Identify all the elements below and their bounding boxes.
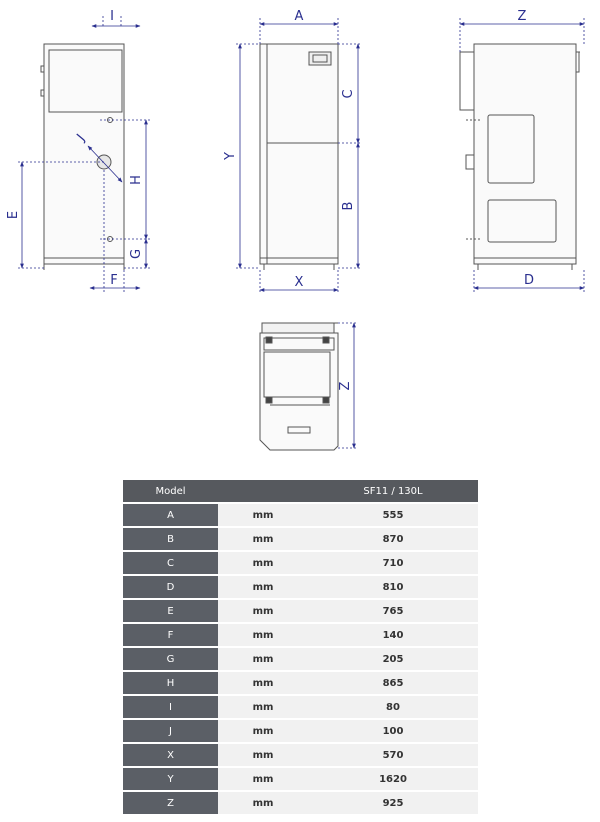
bottom-view: [260, 323, 338, 450]
row-unit: mm: [218, 720, 308, 742]
row-label: A: [123, 504, 218, 526]
dim-label-h: H: [129, 175, 144, 185]
dim-label-a: A: [294, 9, 304, 24]
row-unit: mm: [218, 672, 308, 694]
row-value: 555: [308, 504, 478, 526]
table-row: [123, 696, 478, 718]
table-row: [123, 648, 478, 670]
row-unit: mm: [218, 600, 308, 622]
row-unit: mm: [218, 792, 308, 814]
table-row: [123, 504, 478, 526]
spec-table-body: [123, 504, 478, 814]
row-label: B: [123, 528, 218, 550]
row-unit: mm: [218, 744, 308, 766]
row-label: X: [123, 744, 218, 766]
table-row: [123, 768, 478, 790]
row-unit: mm: [218, 552, 308, 574]
row-label: D: [123, 576, 218, 598]
dim-label-z-rear: Z: [517, 9, 527, 24]
table-row: [123, 552, 478, 574]
row-value: 765: [308, 600, 478, 622]
dim-label-c: C: [341, 89, 356, 99]
row-unit: mm: [218, 768, 308, 790]
row-unit: mm: [218, 624, 308, 646]
row-label: F: [123, 624, 218, 646]
dim-label-y: Y: [223, 152, 238, 160]
table-row: [123, 576, 478, 598]
row-value: 870: [308, 528, 478, 550]
row-label: Z: [123, 792, 218, 814]
row-value: 570: [308, 744, 478, 766]
dim-label-b: B: [341, 201, 356, 211]
table-row: [123, 720, 478, 742]
table-row: [123, 624, 478, 646]
row-unit: mm: [218, 576, 308, 598]
dim-label-d: D: [523, 273, 535, 288]
header-model-label: Model: [123, 480, 218, 502]
row-label: C: [123, 552, 218, 574]
row-value: 925: [308, 792, 478, 814]
table-row: [123, 672, 478, 694]
row-value: 1620: [308, 768, 478, 790]
row-unit: mm: [218, 528, 308, 550]
row-label: G: [123, 648, 218, 670]
dim-label-i: I: [110, 9, 114, 24]
connector-icon: [466, 155, 474, 169]
row-unit: mm: [218, 696, 308, 718]
row-unit: mm: [218, 648, 308, 670]
dim-label-j: J: [74, 131, 89, 145]
row-label: I: [123, 696, 218, 718]
dim-label-x: X: [294, 275, 304, 290]
row-value: 710: [308, 552, 478, 574]
dim-label-z-bottom: Z: [338, 381, 353, 391]
row-value: 810: [308, 576, 478, 598]
side-view: [41, 44, 124, 270]
table-row: [123, 528, 478, 550]
row-value: 205: [308, 648, 478, 670]
dim-label-e: E: [6, 210, 21, 220]
rear-view: [460, 44, 580, 270]
table-row: [123, 744, 478, 766]
dim-label-g: G: [129, 248, 144, 260]
header-unit-blank: [218, 480, 308, 502]
row-value: 80: [308, 696, 478, 718]
row-label: J: [123, 720, 218, 742]
row-label: Y: [123, 768, 218, 790]
row-label: H: [123, 672, 218, 694]
table-row: [123, 792, 478, 814]
dim-label-f: F: [110, 273, 118, 288]
row-value: 100: [308, 720, 478, 742]
spec-table: [123, 478, 478, 816]
table-header-row: [123, 480, 478, 502]
header-model-value: SF11 / 130L: [308, 480, 478, 502]
table-row: [123, 600, 478, 622]
row-label: E: [123, 600, 218, 622]
row-value: 140: [308, 624, 478, 646]
row-value: 865: [308, 672, 478, 694]
control-display-icon: [309, 52, 331, 65]
front-view: [260, 44, 338, 270]
row-unit: mm: [218, 504, 308, 526]
